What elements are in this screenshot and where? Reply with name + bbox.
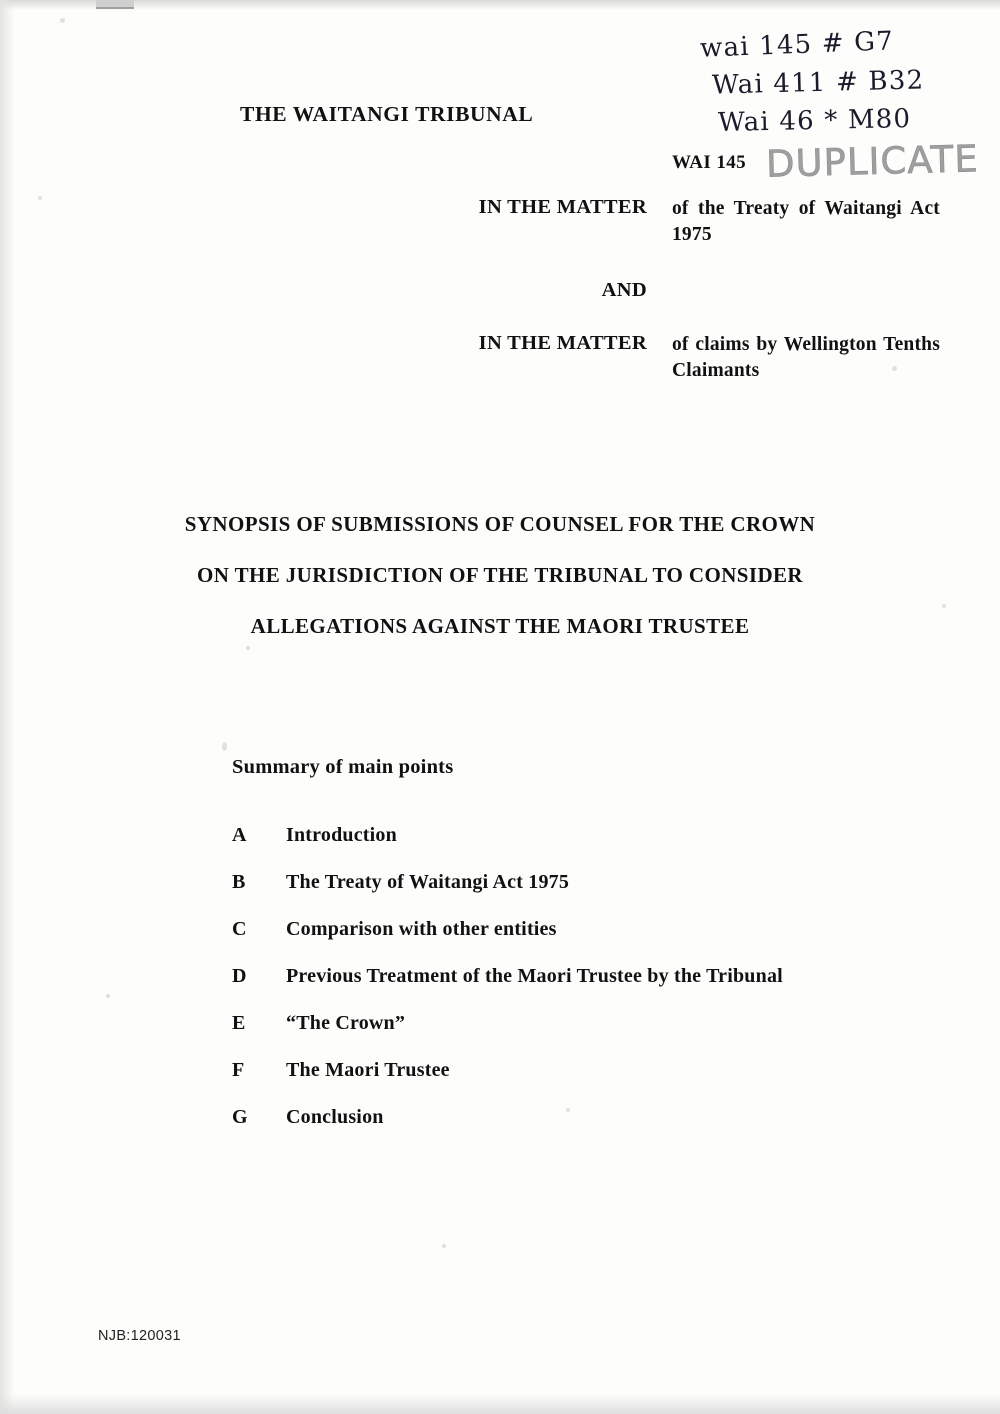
matter-block xyxy=(240,196,940,414)
scan-edge-left xyxy=(0,0,14,1414)
matter-text: of the Treaty of Waitangi Act 1975 xyxy=(671,198,940,246)
matter-row xyxy=(240,196,940,249)
wai-reference: WAI 145 xyxy=(672,152,747,173)
contents-label: Comparison with other entities xyxy=(286,918,557,940)
staple-mark xyxy=(96,0,134,9)
contents-label: Conclusion xyxy=(286,1106,384,1128)
document-title-line: ON THE JURISDICTION OF THE TRIBUNAL TO CONSIDER xyxy=(197,563,803,587)
contents-label: Previous Treatment of the Maori Trustee by the Tribunal xyxy=(286,965,783,987)
matter-text: of claims by Wellington Tenths Claimants xyxy=(671,333,940,381)
document-title-line: ALLEGATIONS AGAINST THE MAORI TRUSTEE xyxy=(250,614,750,638)
scan-edge-top xyxy=(0,0,1000,10)
matter-label: IN THE MATTER xyxy=(478,331,647,354)
footer-reference: NJB:120031 xyxy=(98,1328,181,1344)
contents-label: Introduction xyxy=(286,824,397,846)
scan-speck xyxy=(106,994,110,998)
duplicate-stamp: DUPLICATE xyxy=(765,137,980,186)
contents-label: The Maori Trustee xyxy=(286,1059,450,1081)
scan-speck xyxy=(222,742,227,751)
contents-label: “The Crown” xyxy=(286,1012,406,1034)
list-item xyxy=(232,824,912,847)
list-item xyxy=(232,1012,912,1035)
contents-letter: E xyxy=(232,1012,246,1034)
contents-letter: G xyxy=(232,1106,248,1128)
document-title xyxy=(0,512,1000,665)
handwritten-annotation-3: Wai 46 * M80 xyxy=(717,103,912,139)
contents-letter: B xyxy=(232,871,246,893)
matter-row xyxy=(240,332,940,385)
scan-speck xyxy=(60,18,65,23)
contents-letter: D xyxy=(232,965,247,987)
scan-edge-bottom xyxy=(0,1394,1000,1414)
list-item xyxy=(232,1059,912,1082)
summary-heading: Summary of main points xyxy=(232,756,454,778)
tribunal-title: THE WAITANGI TRIBUNAL xyxy=(240,102,534,126)
scan-speck xyxy=(442,1244,446,1248)
list-item xyxy=(232,918,912,941)
handwritten-annotation-2: Wai 411 # B32 xyxy=(711,65,925,101)
list-item xyxy=(232,871,912,894)
list-item xyxy=(232,1106,912,1129)
contents-letter: C xyxy=(232,918,247,940)
contents-list xyxy=(232,824,912,1153)
contents-label: The Treaty of Waitangi Act 1975 xyxy=(286,871,570,893)
matter-label: AND xyxy=(601,278,647,301)
contents-letter: F xyxy=(232,1059,245,1081)
matter-label: IN THE MATTER xyxy=(478,196,647,218)
document-title-line: SYNOPSIS OF SUBMISSIONS OF COUNSEL FOR THE CROWN xyxy=(184,512,816,536)
matter-text xyxy=(672,279,940,302)
list-item xyxy=(232,965,912,988)
scan-speck xyxy=(38,196,42,200)
contents-letter: A xyxy=(232,824,247,846)
handwritten-annotation-1: wai 145 # G7 xyxy=(699,26,895,64)
matter-row xyxy=(240,279,940,302)
